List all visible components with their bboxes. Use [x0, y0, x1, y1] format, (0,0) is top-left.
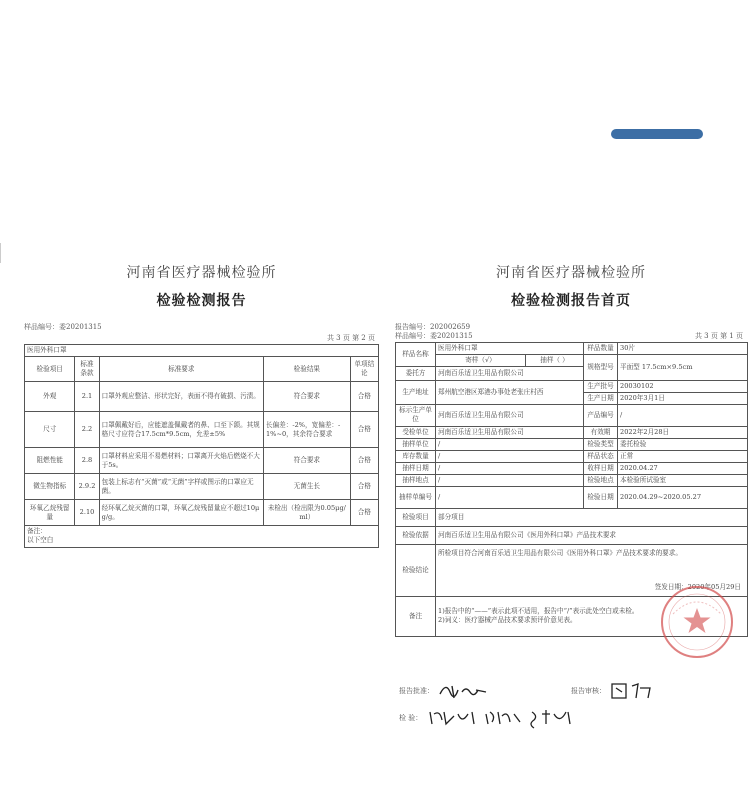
label-sampling-unit: 抽样单位	[396, 438, 436, 450]
row-clause: 2.8	[75, 448, 99, 474]
value-sampling-place: /	[436, 474, 584, 486]
value-test-basis: 河南百乐适卫生用品有限公司《医用外科口罩》产品技术要求	[436, 526, 748, 544]
label-test-place: 检验地点	[584, 474, 618, 486]
header-result: 检验结果	[263, 357, 350, 382]
row-requirement: 包装上标志有“灭菌”或“无菌”字样或图示的口罩应无菌。	[99, 474, 263, 500]
header-clause: 标准条款	[75, 357, 99, 382]
label-sample-name: 样品名称	[396, 343, 436, 367]
label-sample-qty: 样品数量	[584, 343, 618, 355]
row-verdict: 合格	[350, 500, 378, 526]
label-sampling-sheet-no: 抽样单编号	[396, 486, 436, 508]
label-sample-state: 样品状态	[584, 450, 618, 462]
value-spec: 平面型 17.5cm×9.5cm	[618, 354, 748, 380]
remark-line-1: 1)报告中的“——”表示此项不适用，报告中“/”表示此处空白或未检。	[438, 607, 639, 616]
report-number-text: 报告编号：202002659	[395, 323, 471, 331]
value-prod-date: 2020年3月1日	[618, 392, 748, 404]
label-sampling-date: 抽样日期	[396, 462, 436, 474]
product-name: 医用外科口罩	[25, 345, 379, 357]
row-clause: 2.9.2	[75, 474, 99, 500]
value-sampling-unit: /	[436, 438, 584, 450]
value-receive-date: 2020.04.27	[618, 462, 748, 474]
reviewer-signature-icon	[608, 680, 658, 702]
label-receive-date: 收样日期	[584, 462, 618, 474]
sample-number	[395, 331, 747, 340]
row-clause: 2.1	[75, 382, 99, 412]
value-conclusion: 所检项目符合河南百乐适卫生用品有限公司《医用外科口罩》产品技术要求的要求。	[438, 548, 682, 557]
table-row	[25, 500, 379, 526]
label-inspected-unit: 受检单位	[396, 426, 436, 438]
value-sample-name: 医用外科口罩	[436, 343, 584, 355]
row-verdict: 合格	[350, 412, 378, 448]
row-item: 尺寸	[25, 412, 75, 448]
value-test-item: 部分项目	[436, 508, 748, 526]
tester-row	[399, 706, 584, 730]
page-title: 检验检测报告	[156, 293, 247, 309]
approver-signature-icon	[436, 680, 496, 702]
label-test-date: 检验日期	[584, 486, 618, 508]
table-row	[25, 412, 379, 448]
page-info	[24, 333, 379, 342]
value-manufacturer: 河南百乐适卫生用品有限公司	[436, 404, 584, 426]
sample-number-text: 样品编号：委20201315	[24, 323, 102, 331]
remark-text: 以下空白	[27, 535, 54, 544]
value-sampling-date: /	[436, 462, 584, 474]
test-items-table	[24, 344, 379, 548]
table-row	[25, 474, 379, 500]
reviewer-row	[571, 680, 658, 702]
sign-date: 签发日期：2020年05月29日	[654, 582, 741, 591]
label-test-basis: 检验依据	[396, 526, 436, 544]
page-info-text: 共 3 页 第 2 页	[326, 334, 375, 342]
row-verdict: 合格	[350, 448, 378, 474]
table-row	[25, 382, 379, 412]
value-prod-addr: 郑州航空港区郑港办事处老张庄村西	[436, 380, 584, 404]
row-result: 无菌生长	[263, 474, 350, 500]
org-name: 河南省医疗器械检验所	[496, 265, 646, 281]
org-name: 河南省医疗器械检验所	[126, 265, 277, 281]
value-sample-state: 正常	[618, 450, 748, 462]
value-mail-sample: 寄样（√）	[436, 354, 526, 366]
accent-bar	[611, 129, 703, 139]
value-sampling-sheet-no: /	[436, 486, 584, 508]
row-verdict: 合格	[350, 474, 378, 500]
remark-row	[25, 526, 379, 548]
label-remark: 备注	[396, 596, 436, 636]
row-result: 符合要求	[263, 448, 350, 474]
label-test-item: 检验项目	[396, 508, 436, 526]
page-edge-line	[0, 243, 1, 263]
row-requirement: 经环氧乙烷灭菌的口罩，环氧乙烷残留量应不超过10μg/g。	[99, 500, 263, 526]
row-clause: 2.10	[75, 500, 99, 526]
row-item: 阻燃性能	[25, 448, 75, 474]
label-manufacturer: 标示生产单位	[396, 404, 436, 426]
row-result: 符合要求	[263, 382, 350, 412]
row-requirement: 口罩材料应采用不易燃材料；口罩离开火焰后燃烧不大于5s。	[99, 448, 263, 474]
value-test-type: 委托检验	[618, 438, 748, 450]
remark-label: 备注：	[27, 527, 47, 535]
row-requirement: 口罩外观应整洁、形状完好，表面不得有破损、污渍。	[99, 382, 263, 412]
label-spec: 规格型号	[584, 354, 618, 380]
value-valid-until: 2022年2月28日	[618, 426, 748, 438]
row-item: 微生物指标	[25, 474, 75, 500]
approver-row	[399, 680, 496, 702]
table-row	[25, 448, 379, 474]
label-prod-date: 生产日期	[584, 392, 618, 404]
report-page-1	[395, 262, 747, 782]
label-product-no: 产品编号	[584, 404, 618, 426]
row-clause: 2.2	[75, 412, 99, 448]
table-header-row	[25, 357, 379, 382]
report-number	[395, 322, 747, 331]
label-batch: 生产批号	[584, 380, 618, 392]
value-test-date: 2020.04.29~2020.05.27	[618, 486, 748, 508]
sample-number	[24, 322, 379, 331]
value-storage-qty: /	[436, 450, 584, 462]
header-verdict: 单项结论	[350, 357, 378, 382]
row-item: 外观	[25, 382, 75, 412]
page-info-text: 共 3 页 第 1 页	[694, 332, 743, 340]
row-requirement: 口罩佩戴好后，应能遮盖佩戴者的鼻、口至下颌。其规格尺寸应符合17.5cm*9.5cm，允差±5%	[99, 412, 263, 448]
value-sample-qty: 30片	[618, 343, 748, 355]
report-page-2	[24, 262, 379, 552]
row-item: 环氧乙烷残留量	[25, 500, 75, 526]
tester-label: 检 验：	[399, 714, 423, 722]
label-conclusion: 检验结论	[396, 544, 436, 596]
value-client: 河南百乐适卫生用品有限公司	[436, 366, 584, 380]
value-product-no: /	[618, 404, 748, 426]
label-prod-addr: 生产地址	[396, 380, 436, 404]
label-test-type: 检验类型	[584, 438, 618, 450]
remark-line-2: 2)词义：医疗器械产品技术要求预评价意见表。	[438, 616, 577, 625]
header-requirement: 标准要求	[99, 357, 263, 382]
label-valid-until: 有效期	[584, 426, 618, 438]
value-test-place: 本检验所试验室	[618, 474, 748, 486]
page-title: 检验检测报告首页	[511, 293, 631, 309]
row-result: 未检出（检出限为0.05μg/ml）	[263, 500, 350, 526]
value-take-sample: 抽样（ ）	[526, 354, 584, 366]
header-item: 检验项目	[25, 357, 75, 382]
tester-signatures-icon	[424, 706, 584, 730]
sample-number-text: 样品编号：委20201315	[395, 332, 473, 340]
value-inspected-unit: 河南百乐适卫生用品有限公司	[436, 426, 584, 438]
row-result: 长偏差：-2%，宽偏差：-1%~0，其余符合要求	[263, 412, 350, 448]
label-sampling-place: 抽样地点	[396, 474, 436, 486]
label-storage-qty: 库存数量	[396, 450, 436, 462]
row-verdict: 合格	[350, 382, 378, 412]
label-client: 委托方	[396, 366, 436, 380]
value-batch: 20030102	[618, 380, 748, 392]
reviewer-label: 报告审核：	[571, 687, 606, 695]
official-seal-icon	[659, 584, 735, 660]
approver-label: 报告批准：	[399, 687, 434, 695]
